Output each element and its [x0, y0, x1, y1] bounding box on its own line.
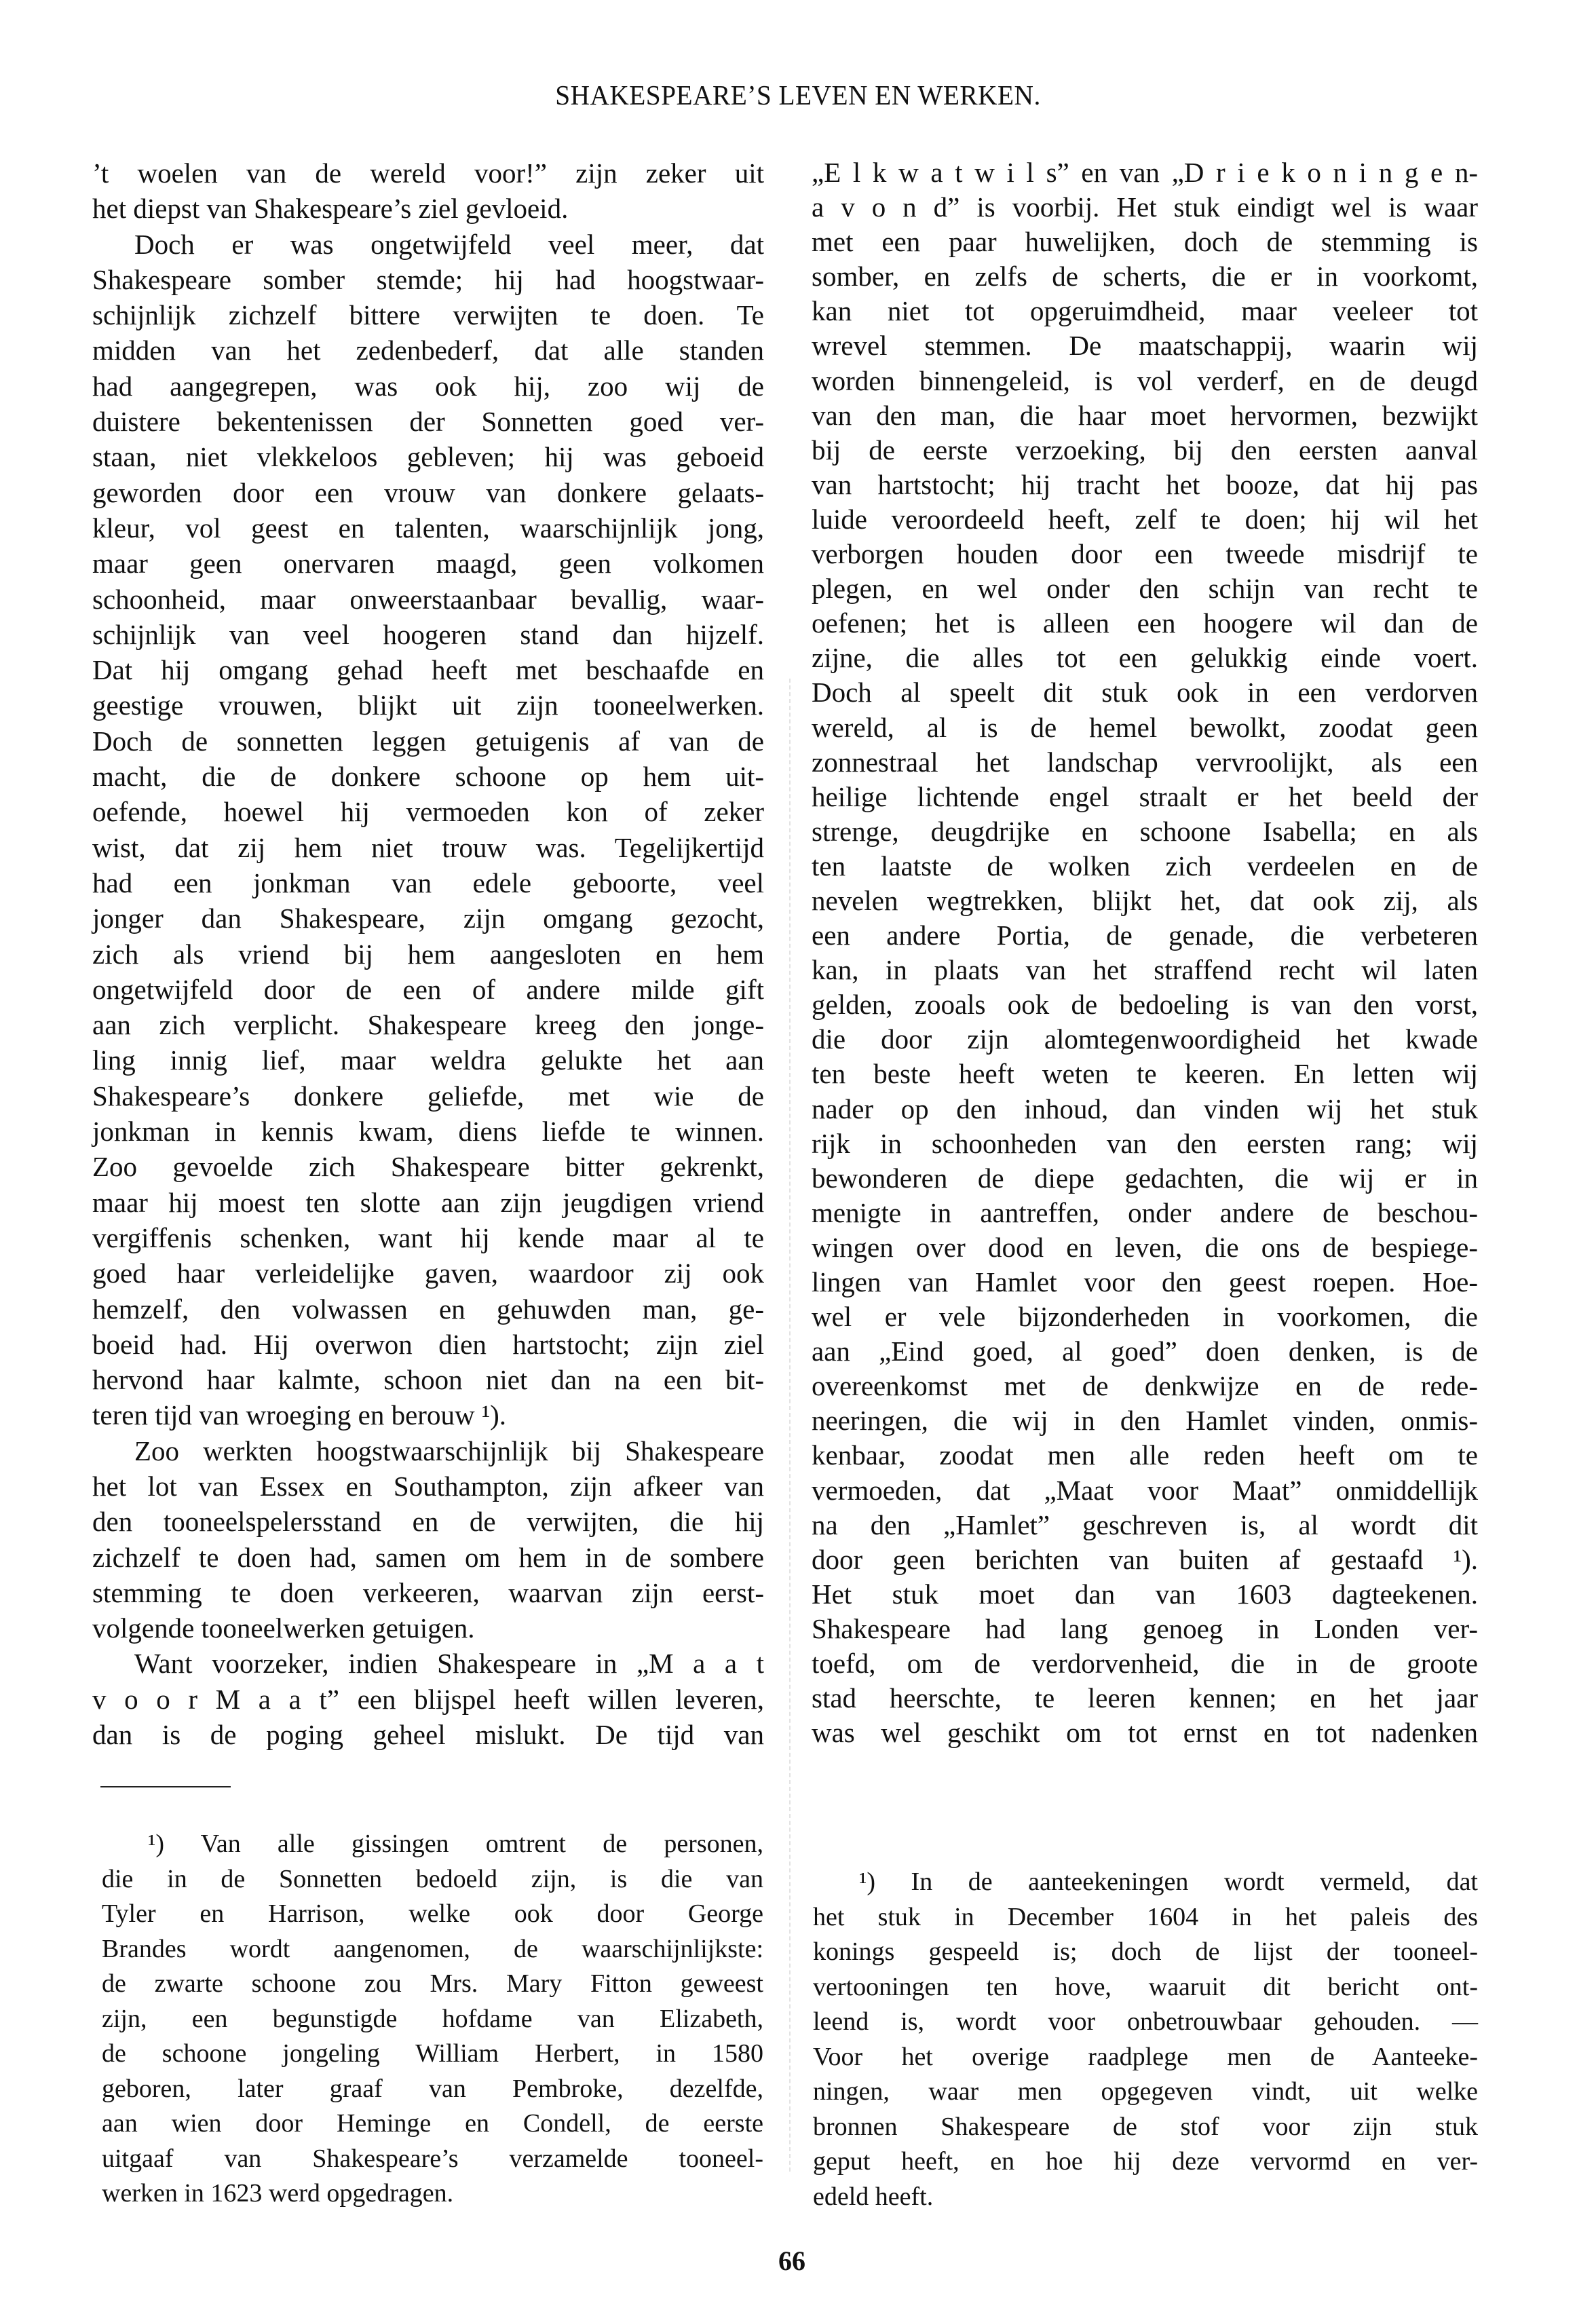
footnote-line: Brandes wordt aangenomen, de waarschijnlijkste: [102, 1934, 763, 1963]
text-line: menigte in aantreffen, onder andere de beschou- [812, 1196, 1478, 1228]
text-line: wist, dat zij hem niet trouw was. Tegelijkertijd [92, 831, 764, 863]
footnote-line: leend is, wordt voor onbetrouwbaar gehouden. — [813, 2007, 1478, 2036]
text-line: ten laatste de wolken zich verdeelen en de [812, 850, 1478, 882]
text-line: door geen berichten van buiten af gestaafd ¹). [812, 1543, 1478, 1575]
text-line: dan is de poging geheel mislukt. De tijd van [92, 1719, 764, 1751]
text-line: schoonheid, maar onweerstaanbaar bevallig, waar- [92, 583, 764, 615]
text-line: Doch de sonnetten leggen getuigenis af van de [92, 725, 764, 757]
text-line: lingen van Hamlet voor den geest roepen. Hoe- [812, 1266, 1478, 1298]
text-line: stemming te doen verkeeren, waarvan zijn eerst- [92, 1576, 764, 1608]
footnote-line: ¹) Van alle gissingen omtrent de personen, [148, 1830, 763, 1858]
right-column [812, 155, 1478, 1750]
footnote-line: werken in 1623 werd opgedragen. [102, 2179, 454, 2208]
text-line: schijnlijk zichzelf bittere verwijten te doen. Te [92, 299, 764, 331]
text-line: was wel geschikt om tot ernst en tot nadenken [812, 1717, 1478, 1749]
text-line: bewonderen de diepe gedachten, die wij er in [812, 1162, 1478, 1194]
text-line: Doch al speelt dit stuk ook in een verdorven [812, 677, 1478, 708]
text-line: strenge, deugdrijke en schoone Isabella; en als [812, 815, 1478, 847]
text-line: met een paar huwelijken, doch de stemming is [812, 226, 1478, 258]
text-line: zijne, die alles tot een gelukkig einde voert. [812, 642, 1478, 674]
text-line: kleur, vol geest en talenten, waarschijnlijk jong, [92, 512, 764, 544]
footnote-line: Voor het overige raadplege men de Aanteeke- [813, 2042, 1478, 2071]
column-divider [789, 679, 791, 2172]
text-line: a v o n d” is voorbij. Het stuk eindigt wel is waar [812, 191, 1478, 223]
text-line: hemzelf, den volwassen en gehuwden man, ge- [92, 1293, 764, 1325]
text-line: het diepst van Shakespeare’s ziel gevloeid. [92, 193, 569, 225]
text-line: Shakespeare somber stemde; hij had hoogstwaar- [92, 263, 764, 295]
text-line: heilige lichtende engel straalt er het beeld der [812, 780, 1478, 812]
text-line: rijk in schoonheden van den eersten rang; wij [812, 1127, 1478, 1159]
left-column [92, 155, 764, 1752]
text-line: v o o r M a a t” een blijspel heeft willen leveren, [92, 1683, 764, 1715]
text-line: midden van het zedenbederf, dat alle standen [92, 335, 764, 366]
text-line: die door zijn alomtegenwoordigheid het kwade [812, 1023, 1478, 1055]
text-line: een andere Portia, de genade, die verbeteren [812, 920, 1478, 951]
text-line: oefenen; het is alleen een hoogere wil dan de [812, 607, 1478, 639]
text-line: teren tijd van wroeging en berouw ¹). [92, 1399, 507, 1431]
text-line: toefd, om de verdorvenheid, die in de groote [812, 1648, 1478, 1680]
text-line: Het stuk moet dan van 1603 dagteekenen. [812, 1578, 1478, 1610]
text-line: ’t woelen van de wereld voor!” zijn zeker uit [92, 157, 764, 189]
page-number: 66 [778, 2246, 805, 2276]
footnote-line: geboren, later graaf van Pembroke, dezelfde, [102, 2074, 763, 2103]
text-line: kenbaar, zoodat men alle reden heeft om te [812, 1439, 1478, 1471]
text-line: zichzelf te doen had, samen om hem in de sombere [92, 1541, 764, 1573]
footnote-left [102, 1827, 763, 2212]
text-line: Doch er was ongetwijfeld veel meer, dat [134, 228, 764, 260]
footnote-line: de schoone jongeling William Herbert, in 1580 [102, 2039, 763, 2068]
text-line: maar hij moest ten slotte aan zijn jeugdigen vriend [92, 1186, 764, 1218]
footnote-line: uitgaaf van Shakespeare’s verzamelde tooneel- [102, 2144, 763, 2173]
text-line: had een jonkman van edele geboorte, veel [92, 867, 764, 898]
text-line: nevelen wegtrekken, blijkt het, dat ook zij, als [812, 884, 1478, 916]
text-line: Zoo werkten hoogstwaarschijnlijk bij Shakespeare [134, 1435, 764, 1466]
text-line: wel er vele bijzonderheden in voorkomen, die [812, 1301, 1478, 1333]
text-line: plegen, en wel onder den schijn van recht te [812, 573, 1478, 605]
text-line: jonkman in kennis kwam, diens liefde te winnen. [92, 1116, 764, 1148]
footnote-line: die in de Sonnetten bedoeld zijn, is die van [102, 1864, 763, 1893]
text-line: neeringen, die wij in den Hamlet vinden, onmis- [812, 1405, 1478, 1437]
text-line: zich als vriend bij hem aangesloten en hem [92, 938, 764, 970]
footnote-line: Tyler en Harrison, welke ook door George [102, 1899, 763, 1928]
text-line: duistere bekentenissen der Sonnetten goed ver- [92, 406, 764, 438]
text-line: wingen over dood en leven, die ons de bespiege- [812, 1231, 1478, 1263]
text-line: verborgen houden door een tweede misdrijf te [812, 538, 1478, 570]
text-line: ten beste heeft weten te keeren. En letten wij [812, 1058, 1478, 1090]
running-header: SHAKESPEARE’S LEVEN EN WERKEN. [555, 79, 1041, 111]
text-line: jonger dan Shakespeare, zijn omgang gezocht, [92, 903, 764, 934]
text-line: oefende, hoewel hij vermoeden kon of zeker [92, 796, 764, 828]
footnote-line: ¹) In de aanteekeningen wordt vermeld, dat [859, 1868, 1478, 1896]
text-line: zonnestraal het landschap vervroolijkt, als een [812, 746, 1478, 778]
footnote-line: de zwarte schoone zou Mrs. Mary Fitton geweest [102, 1969, 763, 1998]
text-line: wereld, al is de hemel bewolkt, zoodat geen [812, 711, 1478, 743]
footnote-line: aan wien door Heminge en Condell, de eerste [102, 2109, 763, 2138]
text-line: Dat hij omgang gehad heeft met beschaafde en [92, 654, 764, 686]
text-line: van hartstocht; hij tracht het booze, dat hij pas [812, 468, 1478, 500]
text-line: nader op den inhoud, dan vinden wij het stuk [812, 1093, 1478, 1124]
text-line: boeid had. Hij overwon dien hartstocht; zijn ziel [92, 1328, 764, 1360]
footnote-rule [100, 1786, 231, 1787]
text-line: na den „Hamlet” geschreven is, al wordt dit [812, 1509, 1478, 1540]
footnote-line: vertooningen ten hove, waaruit dit bericht ont- [813, 1972, 1478, 2001]
text-line: overeenkomst met de denkwijze en de rede- [812, 1370, 1478, 1402]
text-line: maar geen onervaren maagd, geen volkomen [92, 548, 764, 580]
text-line: ling innig lief, maar weldra gelukte het aan [92, 1044, 764, 1076]
text-line: van den man, die haar moet hervormen, bezwijkt [812, 399, 1478, 431]
footnote-line: geput heeft, en hoe hij deze vervormd en ver- [813, 2147, 1478, 2176]
text-line: den tooneelspelersstand en de verwijten, die hij [92, 1506, 764, 1538]
text-line: Shakespeare’s donkere geliefde, met wie de [92, 1080, 764, 1112]
text-line: somber, en zelfs de scherts, die er in voorkomt, [812, 261, 1478, 292]
footnote-line: zijn, een begunstigde hofdame van Elizabeth, [102, 2004, 763, 2033]
text-line: geestige vrouwen, blijkt uit zijn tooneelwerken. [92, 689, 764, 721]
text-line: vermoeden, dat „Maat voor Maat” onmiddellijk [812, 1474, 1478, 1506]
text-line: schijnlijk van veel hoogeren stand dan hijzelf. [92, 618, 764, 650]
text-line: worden binnengeleid, is vol verderf, en de deugd [812, 364, 1478, 396]
text-line: bij de eerste verzoeking, bij den eersten aanval [812, 434, 1478, 466]
text-line: had aangegrepen, was ook hij, zoo wij de [92, 370, 764, 402]
text-line: vergiffenis schenken, want hij kende maar al te [92, 1222, 764, 1253]
text-line: het lot van Essex en Southampton, zijn afkeer van [92, 1470, 764, 1502]
text-line: Shakespeare had lang genoeg in Londen ver- [812, 1612, 1478, 1644]
footnote-line: bronnen Shakespeare de stof voor zijn stuk [813, 2112, 1478, 2141]
text-line: gelden, zooals ook de bedoeling is van den vorst, [812, 989, 1478, 1021]
text-line: kan niet tot opgeruimdheid, maar veeleer tot [812, 295, 1478, 327]
footnote-line: het stuk in December 1604 in het paleis des [813, 1902, 1478, 1931]
footnote-right [813, 1865, 1478, 2214]
text-line: luide veroordeeld heeft, zelf te doen; hij wil het [812, 503, 1478, 535]
footnote-line: edeld heeft. [813, 2182, 934, 2211]
text-line: stad heerschte, te leeren kennen; en het jaar [812, 1682, 1478, 1714]
text-line: staan, niet vlekkeloos gebleven; hij was geboeid [92, 441, 764, 473]
text-line: hervond haar kalmte, schoon niet dan na een bit- [92, 1364, 764, 1396]
text-line: wrevel stemmen. De maatschappij, waarin wij [812, 330, 1478, 362]
footnote-line: ningen, waar men opgegeven vindt, uit welke [813, 2077, 1478, 2106]
text-line: macht, die de donkere schoone op hem uit- [92, 761, 764, 793]
footnote-line: konings gespeeld is; doch de lijst der tooneel- [813, 1937, 1478, 1966]
text-line: goed haar verleidelijke gaven, waardoor zij ook [92, 1257, 764, 1289]
text-line: geworden door een vrouw van donkere gelaats- [92, 476, 764, 508]
text-line: ongetwijfeld door de een of andere milde gift [92, 973, 764, 1005]
text-line: Zoo gevoelde zich Shakespeare bitter gekrenkt, [92, 1151, 764, 1183]
text-line: Want voorzeker, indien Shakespeare in „M a a t [134, 1648, 764, 1680]
text-line: volgende tooneelwerken getuigen. [92, 1612, 475, 1644]
text-line: aan „Eind goed, al goed” doen denken, is de [812, 1336, 1478, 1367]
text-line: aan zich verplicht. Shakespeare kreeg den jonge- [92, 1009, 764, 1041]
text-line: kan, in plaats van het straffend recht wil laten [812, 954, 1478, 986]
text-line: „E l k w a t w i l s” en van „D r i e k o n i n g e n- [812, 157, 1478, 188]
